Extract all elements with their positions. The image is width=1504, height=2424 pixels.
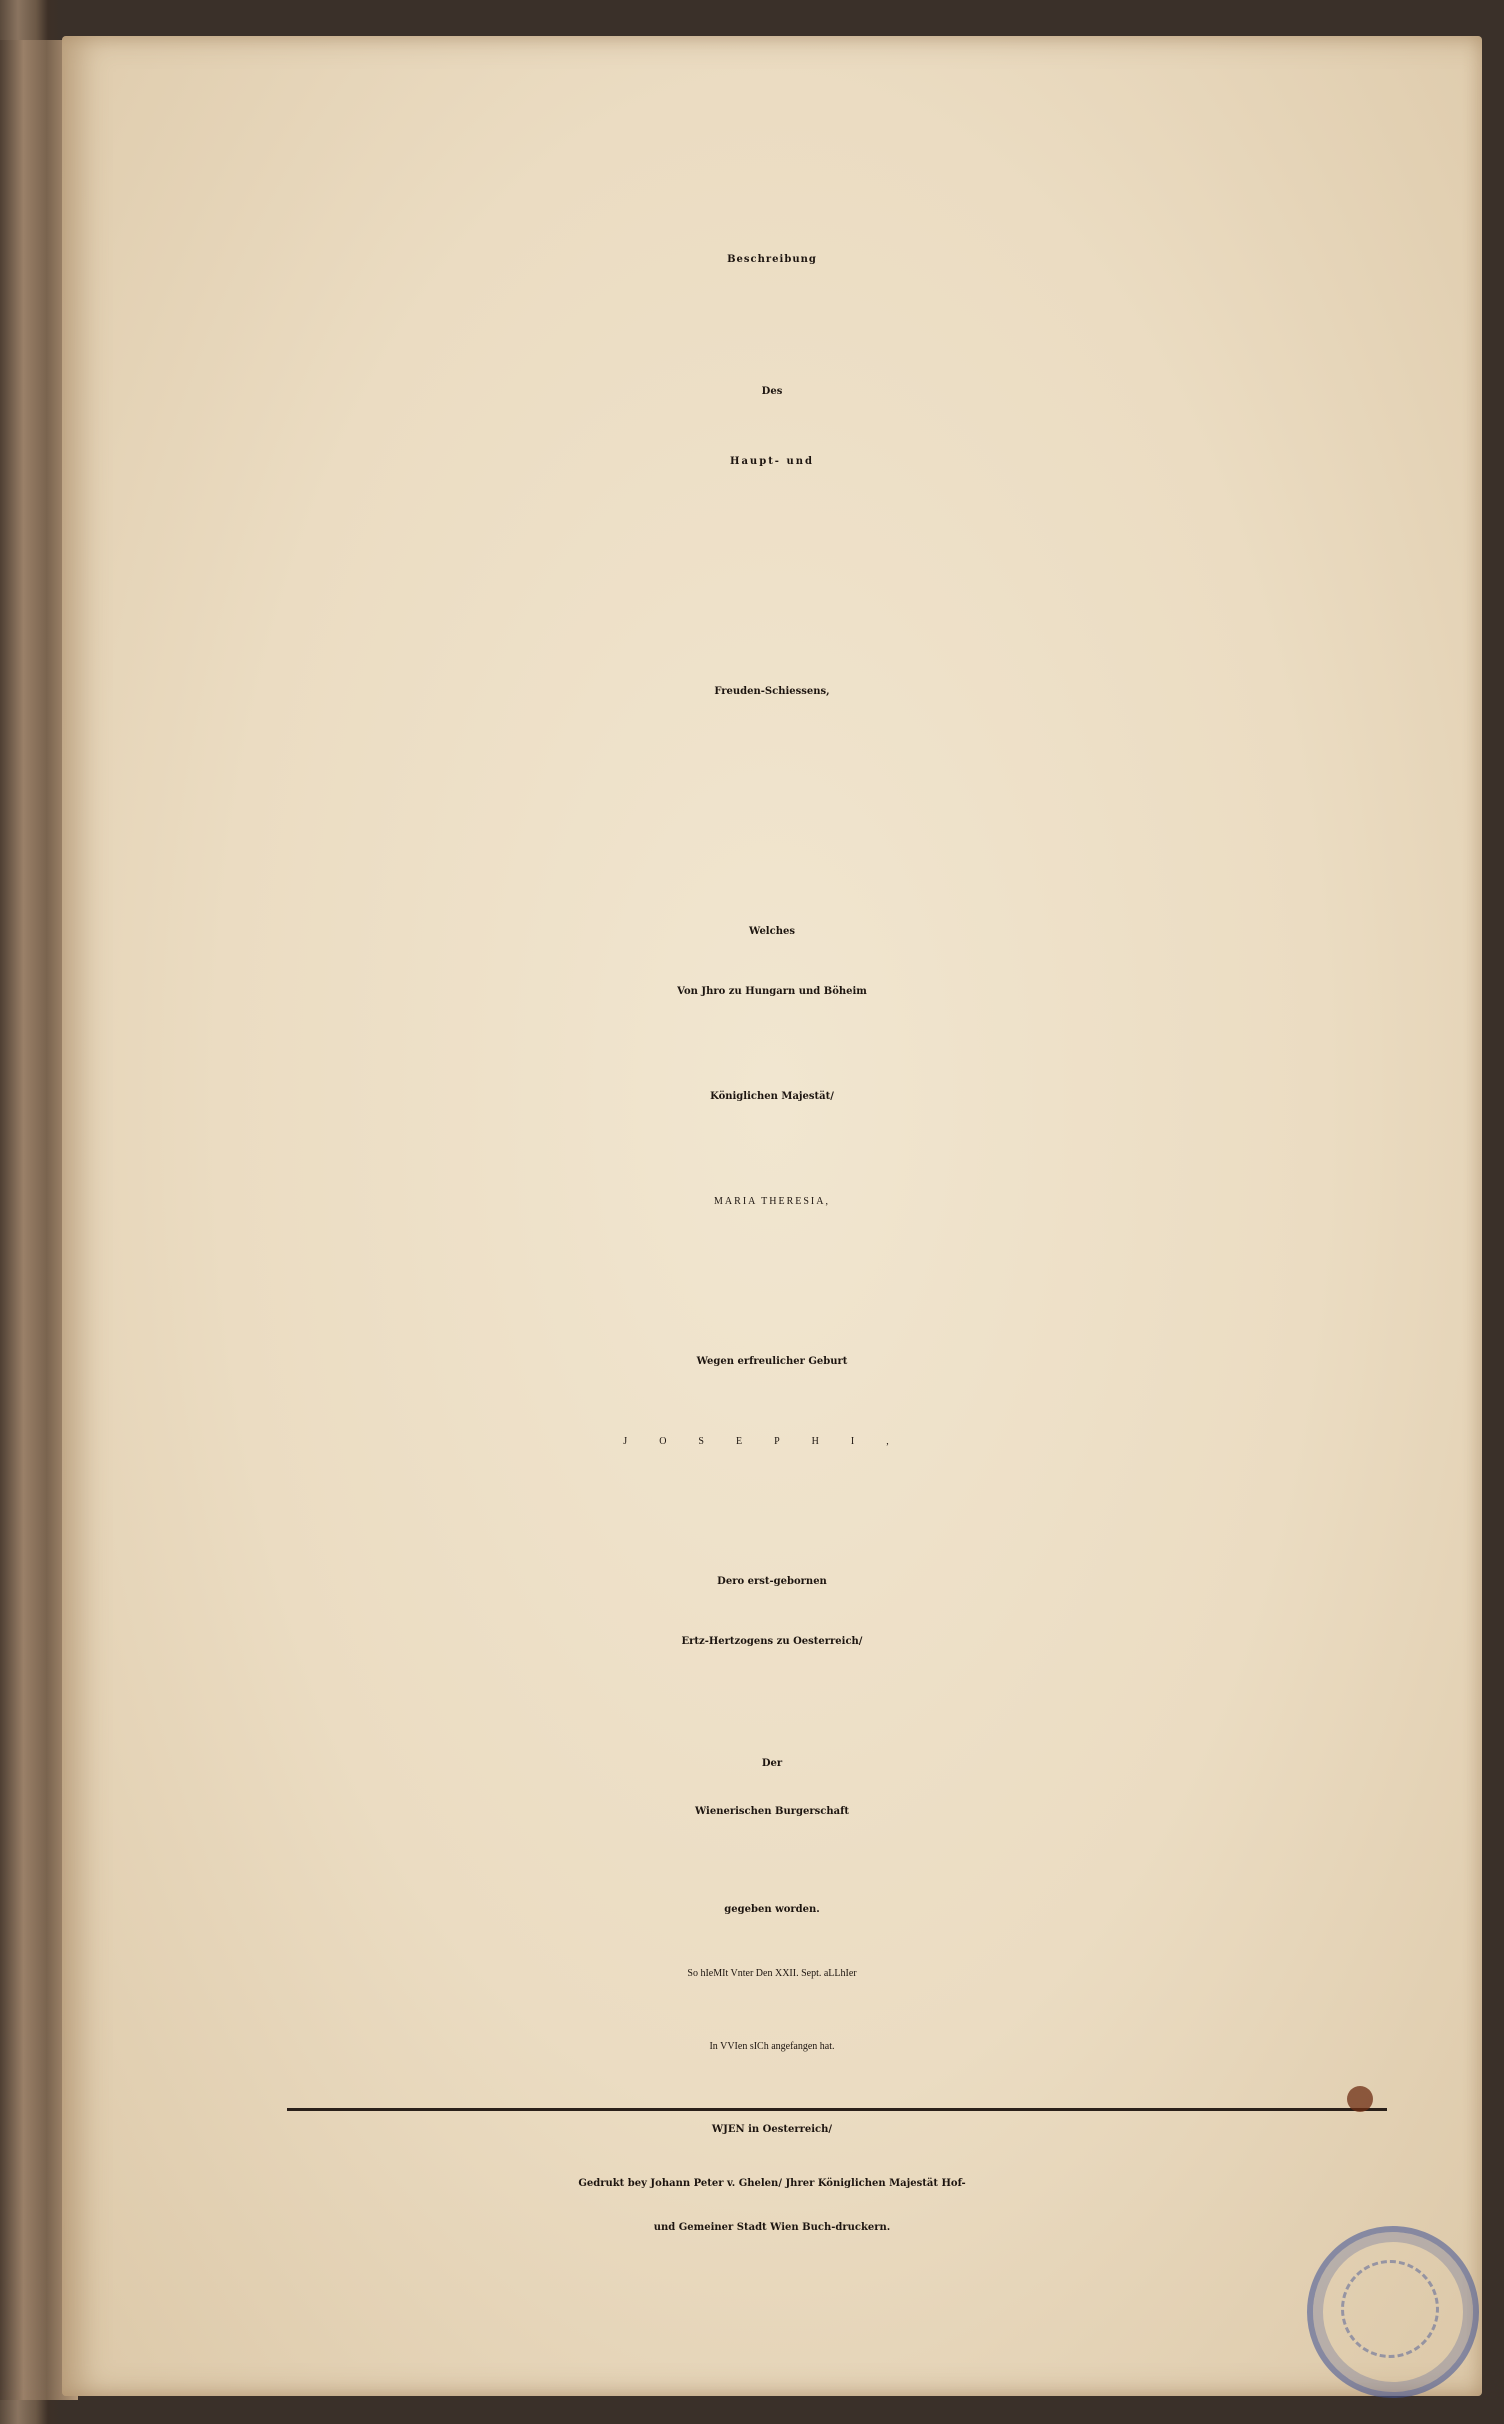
title-line-1: Beschreibung	[727, 254, 817, 265]
title-line-14: Wienerischen Burgerschaft	[694, 1806, 850, 1817]
title-line-5: Welches	[749, 926, 795, 937]
library-stamp-icon	[1307, 2226, 1479, 2398]
imprint-line-3: und Gemeiner Stadt Wien Buch-druckern.	[653, 2222, 891, 2233]
title-line-11: Dero erst-gebornen	[717, 1576, 827, 1587]
title-line-17: In VVIen sICh angefangen hat.	[709, 2041, 835, 2052]
title-line-6: Von Jhro zu Hungarn und Böheim	[677, 986, 867, 997]
title-line-13: Der	[761, 1758, 783, 1769]
title-line-16: So hIeMIt Vnter Den XXII. Sept. aLLhIer	[687, 1968, 857, 1979]
imprint-divider	[287, 2108, 1387, 2111]
imprint-line-2: Gedrukt bey Johann Peter v. Ghelen/ Jhrer Königlichen Majestät Hof-	[578, 2178, 966, 2189]
title-line-9: Wegen erfreulicher Geburt	[696, 1356, 848, 1367]
library-stamp-inner-ring	[1341, 2260, 1439, 2358]
ink-stain	[1347, 2086, 1373, 2112]
title-line-3: Haupt- und	[730, 456, 814, 467]
title-line-12: Ertz-Hertzogens zu Oesterreich/	[681, 1636, 863, 1647]
title-line-15: gegeben worden.	[724, 1904, 820, 1915]
title-line-4: Freuden-Schiessens,	[714, 686, 830, 697]
title-line-2: Des	[761, 386, 783, 397]
title-line-8: MARIA THERESIA,	[714, 1196, 830, 1207]
title-page	[62, 36, 1482, 2396]
imprint-line-1: WJEN in Oesterreich/	[711, 2124, 833, 2135]
title-line-10: JOSEPHI,	[623, 1436, 921, 1447]
title-line-7: Königlichen Majestät/	[710, 1091, 834, 1102]
